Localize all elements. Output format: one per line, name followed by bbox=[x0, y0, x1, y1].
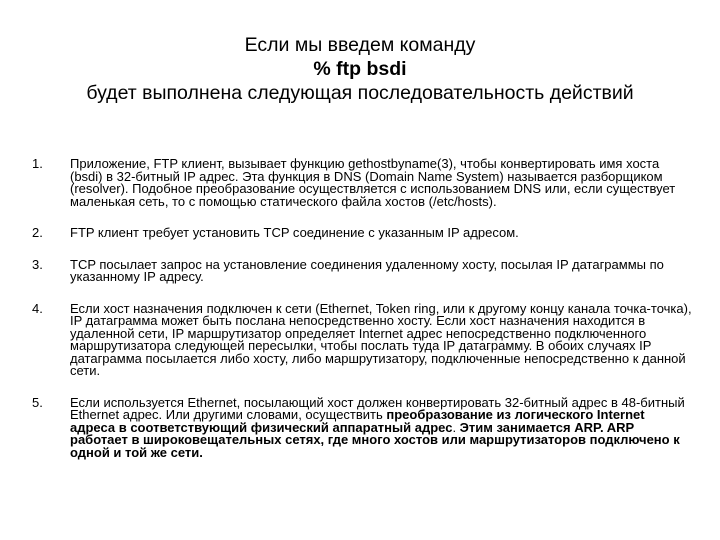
item-text-bold: преобразование из логического Internet адреса в соответствующий физический аппаратный адрес bbox=[70, 407, 645, 435]
item-number: 3. bbox=[32, 256, 43, 272]
item-text-plain: Если используется Ethernet, посылающий хост должен конвертировать 32-битный адрес в 48-битный Ethernet адрес. Или другими словами, осуществить bbox=[70, 394, 685, 422]
title-line-1: Если мы введем команду bbox=[244, 34, 476, 56]
item-number: 5. bbox=[32, 394, 43, 410]
item-number: 2. bbox=[32, 225, 43, 240]
item-text-bold: Этим занимается ARP. ARP работает в широковещательных сетях, где много хостов или маршрутизаторов подключено к одной и той же сети. bbox=[70, 419, 680, 460]
item-number: 4. bbox=[32, 300, 43, 316]
title-line-3: будет выполнена следующая последовательность действий bbox=[86, 82, 634, 104]
item-text: FTP клиент требует установить TCP соединение с указанным IP адресом. bbox=[70, 225, 519, 240]
title-command: % ftp bsdi bbox=[313, 58, 407, 80]
item-number: 1. bbox=[32, 156, 43, 171]
list-item bbox=[32, 300, 692, 378]
steps-list bbox=[32, 158, 692, 478]
list-item bbox=[32, 256, 692, 284]
list-item bbox=[32, 394, 692, 460]
item-text: Приложение, FTP клиент, вызывает функцию gethostbyname(3), чтобы конвертировать имя хоста (bsdi) в 32-битный IP адрес. Эта функция в DNS (Domain Name System) называется разборщиком (resolver). Подобное преобразование осуществляется с использованием DNS или, если существует маленькая сеть, то с помощью статического файла хостов (/etc/hosts). bbox=[70, 156, 676, 209]
item-text-plain: . bbox=[452, 419, 460, 435]
item-text: TCP посылает запрос на установление соединения удаленному хосту, посылая IP датаграммы по указанному IP адресу. bbox=[70, 256, 664, 284]
item-text bbox=[70, 394, 692, 460]
list-item bbox=[32, 158, 692, 208]
list-item bbox=[32, 227, 692, 240]
item-text: Если хост назначения подключен к сети (Ethernet, Token ring, или к другому концу канала точка-точка), IP датаграмма может быть послана непосредственно хосту. Если хост назначения находится в удаленной сети, IP маршрутизатор определяет Internet адрес непосредственно подключенного маршрутизатора следующей пересылки, чтобы послать туда IP датаграмму. В обоих случаях IP датаграмма посылается либо хосту, либо маршрутизатору, подключенные непосредственно к данной сети. bbox=[70, 300, 692, 378]
slide-title bbox=[0, 33, 720, 105]
